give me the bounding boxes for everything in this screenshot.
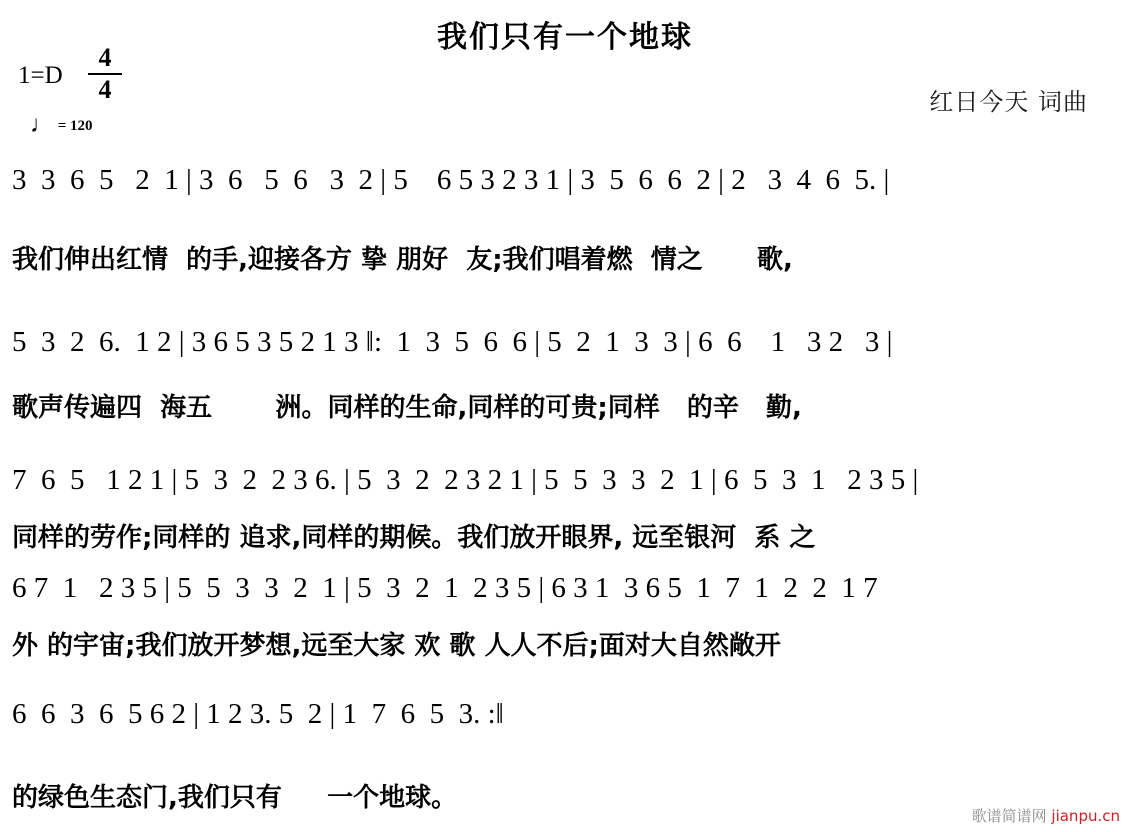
music-system-5 bbox=[12, 692, 1118, 820]
time-signature-numerator: 4 bbox=[88, 44, 122, 75]
watermark-url: jianpu.cn bbox=[1051, 807, 1120, 825]
lyrics-row: 的绿色生态门,我们只有 一个地球。 bbox=[12, 783, 458, 813]
music-system-4 bbox=[12, 566, 1118, 668]
site-watermark bbox=[972, 805, 1120, 826]
time-signature bbox=[88, 44, 122, 104]
watermark-label: 歌谱简谱网 bbox=[971, 807, 1052, 825]
lyrics-row: 歌声传遍四 海五 洲。同样的生命,同样的可贵;同样 的辛 勤, bbox=[12, 393, 802, 423]
music-system-1 bbox=[12, 158, 1118, 282]
quarter-note-icon: ♩ bbox=[30, 112, 54, 138]
time-signature-denominator: 4 bbox=[98, 75, 112, 104]
notation-row: 7 6 5 1 2 1 | 5 3 2 2 3 6. | 5 3 2 2 3 2 1 | 5 5 3 3 2 1 | 6 5 3 1 2 3 5 | bbox=[12, 464, 919, 496]
lyrics-row: 外 的宇宙;我们放开梦想,远至大家 欢 歌 人人不后;面对大自然敞开 bbox=[12, 631, 781, 661]
lyrics-row: 我们伸出红情 的手,迎接各方 挚 朋好 友;我们唱着燃 情之 歌, bbox=[12, 245, 793, 275]
notation-row: 3 3 6 5 2 1 | 3 6 5 6 3 2 | 5 6 5 3 2 3 1 | 3 5 6 6 2 | 2 3 4 6 5. | bbox=[12, 164, 890, 196]
notation-row: 6 7 1 2 3 5 | 5 5 3 3 2 1 | 5 3 2 1 2 3 5 | 6 3 1 3 6 5 1 7 1 2 2 1 7 bbox=[12, 572, 878, 604]
notation-row: 5 3 2 6. 1 2 | 3 6 5 3 5 2 1 3 ‖: 1 3 5 6 6 | 5 2 1 3 3 | 6 6 1 3 2 3 | bbox=[12, 326, 893, 358]
music-system-2 bbox=[12, 320, 1118, 430]
notation-row: 6 6 3 6 5 6 2 | 1 2 3. 5 2 | 1 7 6 5 3. :‖ bbox=[12, 698, 504, 730]
tempo-value: = 120 bbox=[57, 118, 93, 134]
key-signature: 1=D bbox=[18, 62, 63, 89]
music-system-3 bbox=[12, 458, 1118, 560]
composer-credit: 红日今天 词曲 bbox=[929, 88, 1088, 116]
page-title: 我们只有一个地球 bbox=[437, 20, 693, 55]
lyrics-row: 同样的劳作;同样的 追求,同样的期候。我们放开眼界, 远至银河 系 之 bbox=[12, 523, 816, 553]
tempo-marking bbox=[30, 112, 93, 139]
